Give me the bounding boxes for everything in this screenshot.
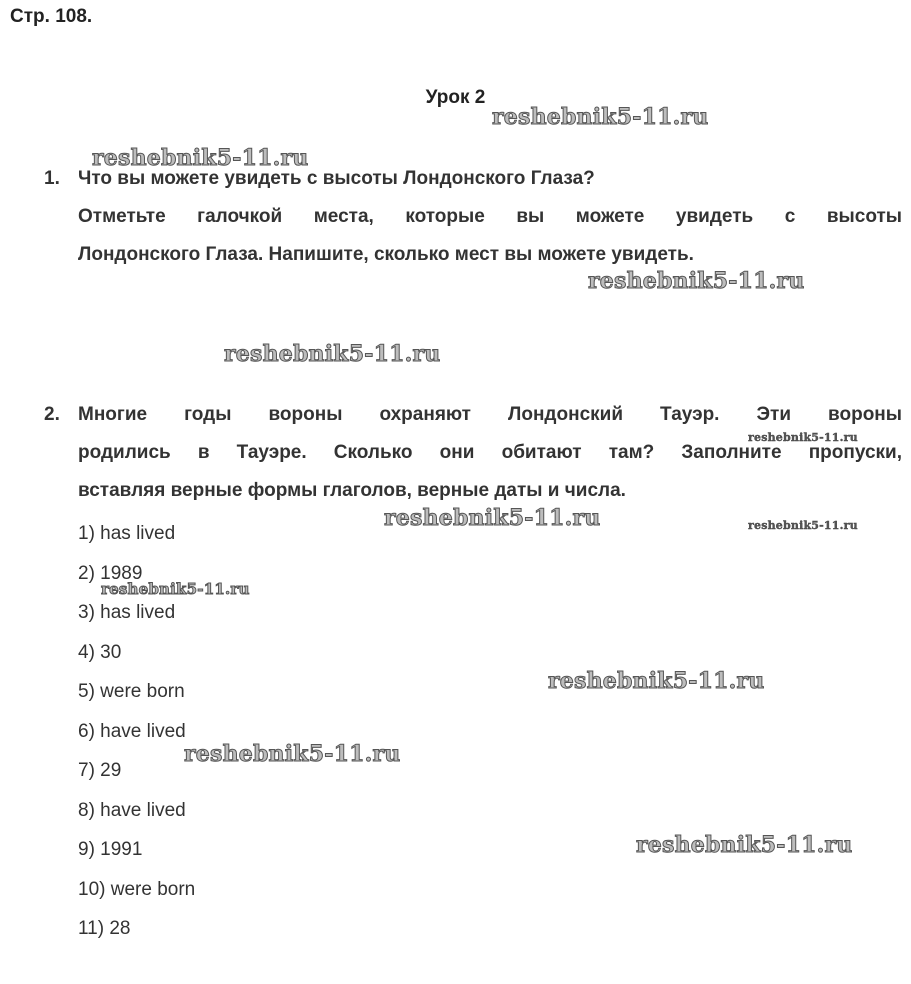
watermark: reshebnik5-11.ru bbox=[636, 832, 853, 858]
task-1 bbox=[44, 160, 902, 274]
watermark: reshebnik5-11.ru bbox=[748, 519, 858, 532]
answer-item: 10) were born bbox=[78, 878, 196, 900]
lesson-title: Урок 2 bbox=[425, 87, 486, 108]
task-1-question: Что вы можете увидеть с высоты Лондонского Глаза? bbox=[78, 168, 595, 189]
watermark: reshebnik5-11.ru bbox=[184, 741, 401, 767]
task-1-body bbox=[78, 160, 902, 274]
watermark: reshebnik5-11.ru bbox=[492, 104, 709, 130]
task-2 bbox=[44, 396, 902, 510]
task-2-line-1: Многие годы вороны охраняют Лондонский Тауэр. Эти вороны bbox=[78, 404, 902, 425]
answer-item: 7) 29 bbox=[78, 760, 122, 781]
watermark: reshebnik5-11.ru bbox=[92, 145, 309, 171]
task-2-line-3: вставляя верные формы глаголов, верные даты и числа. bbox=[78, 480, 626, 501]
watermark: reshebnik5-11.ru bbox=[101, 580, 250, 598]
watermark: reshebnik5-11.ru bbox=[748, 431, 858, 444]
answer-item: 6) have lived bbox=[78, 720, 186, 742]
watermark: reshebnik5-11.ru bbox=[588, 268, 805, 294]
watermark: reshebnik5-11.ru bbox=[224, 341, 441, 367]
task-2-line-2: родились в Тауэре. Сколько они обитают там? Заполните пропуски, bbox=[78, 442, 902, 463]
watermark: reshebnik5-11.ru bbox=[384, 505, 601, 531]
answer-item: 8) have lived bbox=[78, 799, 186, 821]
watermark: reshebnik5-11.ru bbox=[548, 668, 765, 694]
task-1-instruction-line-1: Отметьте галочкой места, которые вы можете увидеть с высоты bbox=[78, 206, 902, 227]
answer-item: 11) 28 bbox=[78, 918, 131, 939]
task-1-instruction-line-2: Лондонского Глаза. Напишите, сколько мест вы можете увидеть. bbox=[78, 244, 694, 265]
answer-item: 9) 1991 bbox=[78, 839, 143, 860]
task-2-body bbox=[78, 396, 902, 510]
answer-item: 3) has lived bbox=[78, 602, 176, 623]
answer-item: 4) 30 bbox=[78, 641, 122, 663]
task-2-number: 2. bbox=[44, 404, 60, 425]
answer-item: 5) were born bbox=[78, 681, 185, 702]
answer-list bbox=[78, 514, 195, 949]
page-number: Стр. 108. bbox=[10, 6, 93, 27]
answer-item: 1) has lived bbox=[78, 523, 176, 544]
task-1-number: 1. bbox=[44, 168, 60, 189]
answer-item: 2) 1989 bbox=[78, 562, 143, 584]
